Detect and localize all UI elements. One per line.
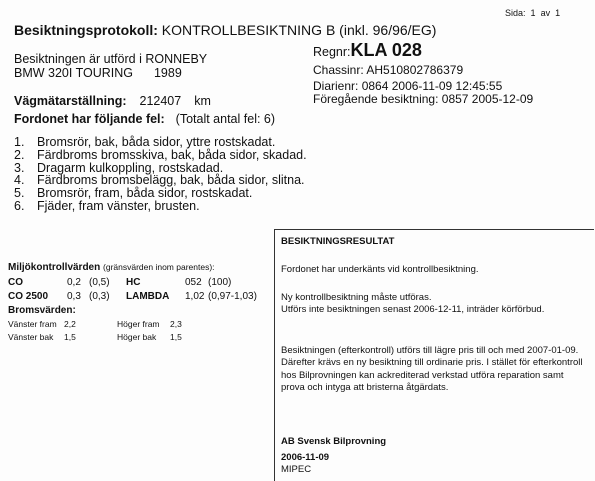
fault-number: 1. (14, 135, 25, 149)
lambda-limit: (0,97-1,03) (208, 291, 257, 302)
page-number (505, 8, 560, 18)
brakes-heading: Bromsvärden: (8, 305, 76, 316)
fault-text: Fjäder, fram vänster, brusten. (37, 198, 200, 213)
page-label: Sida: (505, 8, 526, 18)
fault-item (14, 200, 307, 213)
result-date: 2006-11-09 (281, 452, 330, 463)
fault-text: Dragarm kulkoppling, rostskadad. (37, 160, 224, 175)
result-deadline: Utförs inte besiktningen senast 2006-12-11, inträder körförbud. (281, 304, 545, 315)
fault-number: 3. (14, 160, 25, 175)
result-company: AB Svensk Bilprovning (281, 436, 387, 447)
result-heading: BESIKTNINGSRESULTAT (281, 236, 395, 247)
brake-rear-left-label: Vänster bak (8, 332, 54, 342)
environment-heading-text: Miljökontrollvärden (8, 262, 101, 273)
previous-inspection (313, 92, 533, 106)
prev-value: 0857 2005-12-09 (441, 92, 534, 106)
environment-heading (8, 262, 215, 273)
fault-text: Bromsrör, bak, båda sidor, yttre rostskadat. (37, 135, 276, 149)
result-code: MIPEC (281, 464, 312, 475)
fault-text: Bromsrör, fram, båda sidor, rostskadat. (37, 186, 253, 201)
faults-heading-text: Fordonet har följande fel: (14, 112, 165, 126)
fault-number: 4. (14, 173, 25, 188)
co-label: CO (8, 277, 23, 288)
vehicle-model (14, 66, 182, 80)
co2500-limit: (0,3) (89, 291, 110, 302)
fault-number: 5. (14, 186, 25, 201)
co-limit: (0,5) (89, 277, 110, 288)
odometer-unit: km (194, 94, 211, 108)
fault-number: 2. (14, 147, 25, 162)
co-value: 0,2 (67, 277, 81, 288)
faults-total: (Totalt antal fel: 6) (175, 112, 276, 126)
fault-list (14, 136, 307, 213)
protocol-value: KONTROLLBESIKTNING B (inkl. 96/96/EG) (161, 22, 437, 38)
page-current: 1 (530, 8, 536, 18)
brake-rear-right-value: 1,5 (170, 332, 182, 342)
hc-label: HC (126, 277, 141, 288)
result-verdict: Fordonet har underkänts vid kontrollbesiktning. (281, 264, 479, 275)
odometer-value: 212407 (139, 94, 182, 108)
diarie-label: Diarienr: (313, 79, 359, 93)
registration (313, 40, 422, 61)
protocol-title (14, 22, 436, 38)
fault-text: Färdbroms bromsskiva, bak, båda sidor, skadad. (37, 147, 307, 162)
protocol-label: Besiktningsprotokoll: (14, 22, 158, 38)
page-of: av (540, 8, 551, 18)
result-new-inspection: Ny kontrollbesiktning måste utföras. (281, 292, 432, 303)
result-reinspection-info: Besiktningen (efterkontroll) utförs till lägre pris till och med 2007-01-09. Därefter krävs en ny besiktning till ordinarie pris. I stället för efterkontroll hos Bilprovningen kan ackrediterad verkstad utföra reparation samt prova och intyga att bristerna åtgärdats. (281, 345, 583, 394)
chassi-label: Chassinr: (313, 63, 364, 77)
brake-rear-right-label: Höger bak (117, 332, 157, 342)
faults-heading (14, 112, 275, 126)
environment-note: (gränsvärden inom parentes): (103, 262, 215, 272)
odometer (14, 94, 211, 108)
brake-front-right-value: 2,3 (170, 319, 182, 329)
prev-label: Föregående besiktning: (313, 92, 439, 106)
chassis-number (313, 63, 463, 77)
brake-rear-left-value: 1,5 (64, 332, 76, 342)
inspection-place: Besiktningen är utförd i RONNEBY (14, 52, 208, 66)
co2500-value: 0,3 (67, 291, 81, 302)
regnr-value: KLA 028 (350, 40, 422, 60)
odometer-label: Vägmätarställning: (14, 94, 127, 108)
diarie-value: 0864 2006-11-09 12:45:55 (361, 79, 503, 93)
brake-front-left-label: Vänster fram (8, 319, 57, 329)
hc-value: 052 (185, 277, 202, 288)
diary-number (313, 79, 502, 93)
brake-front-right-label: Höger fram (117, 319, 160, 329)
fault-text: Färdbroms bromsbelägg, bak, båda sidor, slitna. (37, 173, 305, 188)
lambda-value: 1,02 (185, 291, 205, 302)
fault-number: 6. (14, 198, 25, 213)
regnr-label: Regnr: (313, 45, 351, 59)
brake-front-left-value: 2,2 (64, 319, 76, 329)
model-name: BMW 320I TOURING (14, 66, 134, 80)
co2500-label: CO 2500 (8, 291, 49, 302)
hc-limit: (100) (208, 277, 232, 288)
lambda-label: LAMBDA (126, 291, 170, 302)
chassi-value: AH510802786379 (366, 63, 464, 77)
page-total: 1 (555, 8, 561, 18)
model-year: 1989 (153, 66, 182, 80)
